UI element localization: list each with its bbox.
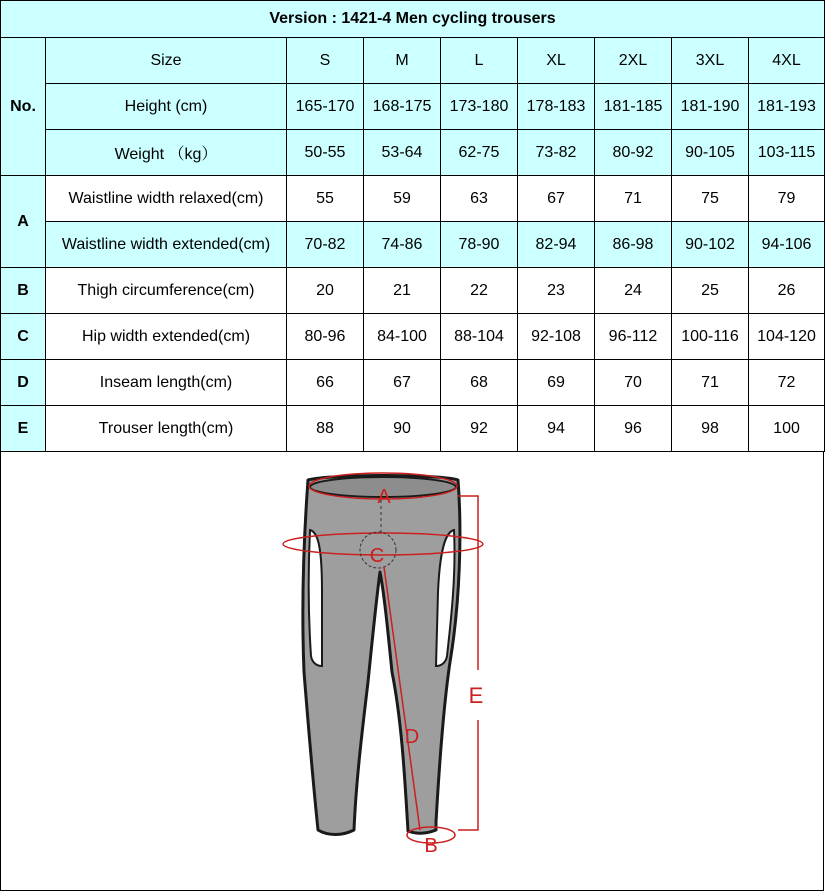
inseam-row <box>1 360 825 406</box>
thigh-value: 21 <box>364 268 441 314</box>
height-value: 181-190 <box>672 84 749 130</box>
waist-extended-value: 78-90 <box>441 222 518 268</box>
waist-relaxed-row <box>1 176 825 222</box>
hip-row <box>1 314 825 360</box>
inseam-value: 68 <box>441 360 518 406</box>
height-value: 181-193 <box>749 84 825 130</box>
table-title: Version : 1421-4 Men cycling trousers <box>1 1 825 38</box>
waist-extended-value: 70-82 <box>287 222 364 268</box>
hip-value: 80-96 <box>287 314 364 360</box>
waist-extended-value: 94-106 <box>749 222 825 268</box>
height-value: 181-185 <box>595 84 672 130</box>
waist-relaxed-value: 75 <box>672 176 749 222</box>
waist-relaxed-value: 71 <box>595 176 672 222</box>
size-value: M <box>364 38 441 84</box>
inseam-value: 66 <box>287 360 364 406</box>
row-letter-a: A <box>1 176 46 268</box>
no-label: No. <box>1 38 46 176</box>
hip-value: 96-112 <box>595 314 672 360</box>
row-letter-d: D <box>1 360 46 406</box>
length-value: 98 <box>672 406 749 452</box>
size-value: 3XL <box>672 38 749 84</box>
length-value: 94 <box>518 406 595 452</box>
waist-relaxed-value: 59 <box>364 176 441 222</box>
height-label: Height (cm) <box>46 84 287 130</box>
height-value: 168-175 <box>364 84 441 130</box>
waist-extended-value: 86-98 <box>595 222 672 268</box>
thigh-value: 20 <box>287 268 364 314</box>
height-value: 178-183 <box>518 84 595 130</box>
size-value: L <box>441 38 518 84</box>
hip-value: 104-120 <box>749 314 825 360</box>
inseam-value: 71 <box>672 360 749 406</box>
weight-value: 62-75 <box>441 130 518 176</box>
length-row <box>1 406 825 452</box>
weight-value: 53-64 <box>364 130 441 176</box>
inseam-value: 70 <box>595 360 672 406</box>
weight-row <box>1 130 825 176</box>
height-value: 173-180 <box>441 84 518 130</box>
thigh-row <box>1 268 825 314</box>
waist-relaxed-value: 55 <box>287 176 364 222</box>
row-letter-b: B <box>1 268 46 314</box>
length-value: 90 <box>364 406 441 452</box>
weight-value: 73-82 <box>518 130 595 176</box>
hip-value: 100-116 <box>672 314 749 360</box>
length-value: 100 <box>749 406 825 452</box>
size-value: XL <box>518 38 595 84</box>
size-value: S <box>287 38 364 84</box>
trouser-measurement-diagram <box>0 452 824 891</box>
waist-extended-value: 82-94 <box>518 222 595 268</box>
hip-label: Hip width extended(cm) <box>46 314 287 360</box>
thigh-value: 25 <box>672 268 749 314</box>
diagram-label-c: C <box>369 545 385 567</box>
waist-extended-row <box>1 222 825 268</box>
waist-relaxed-value: 67 <box>518 176 595 222</box>
height-row <box>1 84 825 130</box>
height-value: 165-170 <box>287 84 364 130</box>
inseam-value: 67 <box>364 360 441 406</box>
waist-extended-value: 74-86 <box>364 222 441 268</box>
waist-relaxed-value: 79 <box>749 176 825 222</box>
hip-value: 92-108 <box>518 314 595 360</box>
thigh-value: 24 <box>595 268 672 314</box>
length-value: 92 <box>441 406 518 452</box>
length-label: Trouser length(cm) <box>46 406 287 452</box>
inseam-value: 69 <box>518 360 595 406</box>
length-value: 88 <box>287 406 364 452</box>
diagram-label-d: D <box>404 726 420 748</box>
row-letter-c: C <box>1 314 46 360</box>
diagram-label-a: A <box>377 486 391 508</box>
inseam-value: 72 <box>749 360 825 406</box>
weight-label: Weight （kg） <box>46 130 287 176</box>
size-row <box>1 38 825 84</box>
weight-value: 50-55 <box>287 130 364 176</box>
weight-value: 90-105 <box>672 130 749 176</box>
thigh-value: 26 <box>749 268 825 314</box>
size-value: 2XL <box>595 38 672 84</box>
thigh-value: 23 <box>518 268 595 314</box>
weight-value: 103-115 <box>749 130 825 176</box>
row-letter-e: E <box>1 406 46 452</box>
diagram-label-e: E <box>468 683 484 708</box>
waist-relaxed-value: 63 <box>441 176 518 222</box>
size-value: 4XL <box>749 38 825 84</box>
length-measure-bottom <box>458 720 478 830</box>
waist-extended-value: 90-102 <box>672 222 749 268</box>
waist-extended-label: Waistline width extended(cm) <box>46 222 287 268</box>
hip-value: 84-100 <box>364 314 441 360</box>
hip-value: 88-104 <box>441 314 518 360</box>
waist-relaxed-label: Waistline width relaxed(cm) <box>46 176 287 222</box>
diagram-label-b: B <box>424 835 438 857</box>
length-value: 96 <box>595 406 672 452</box>
size-label: Size <box>46 38 287 84</box>
inseam-label: Inseam length(cm) <box>46 360 287 406</box>
weight-value: 80-92 <box>595 130 672 176</box>
thigh-label: Thigh circumference(cm) <box>46 268 287 314</box>
left-side-panel <box>309 530 322 666</box>
thigh-value: 22 <box>441 268 518 314</box>
